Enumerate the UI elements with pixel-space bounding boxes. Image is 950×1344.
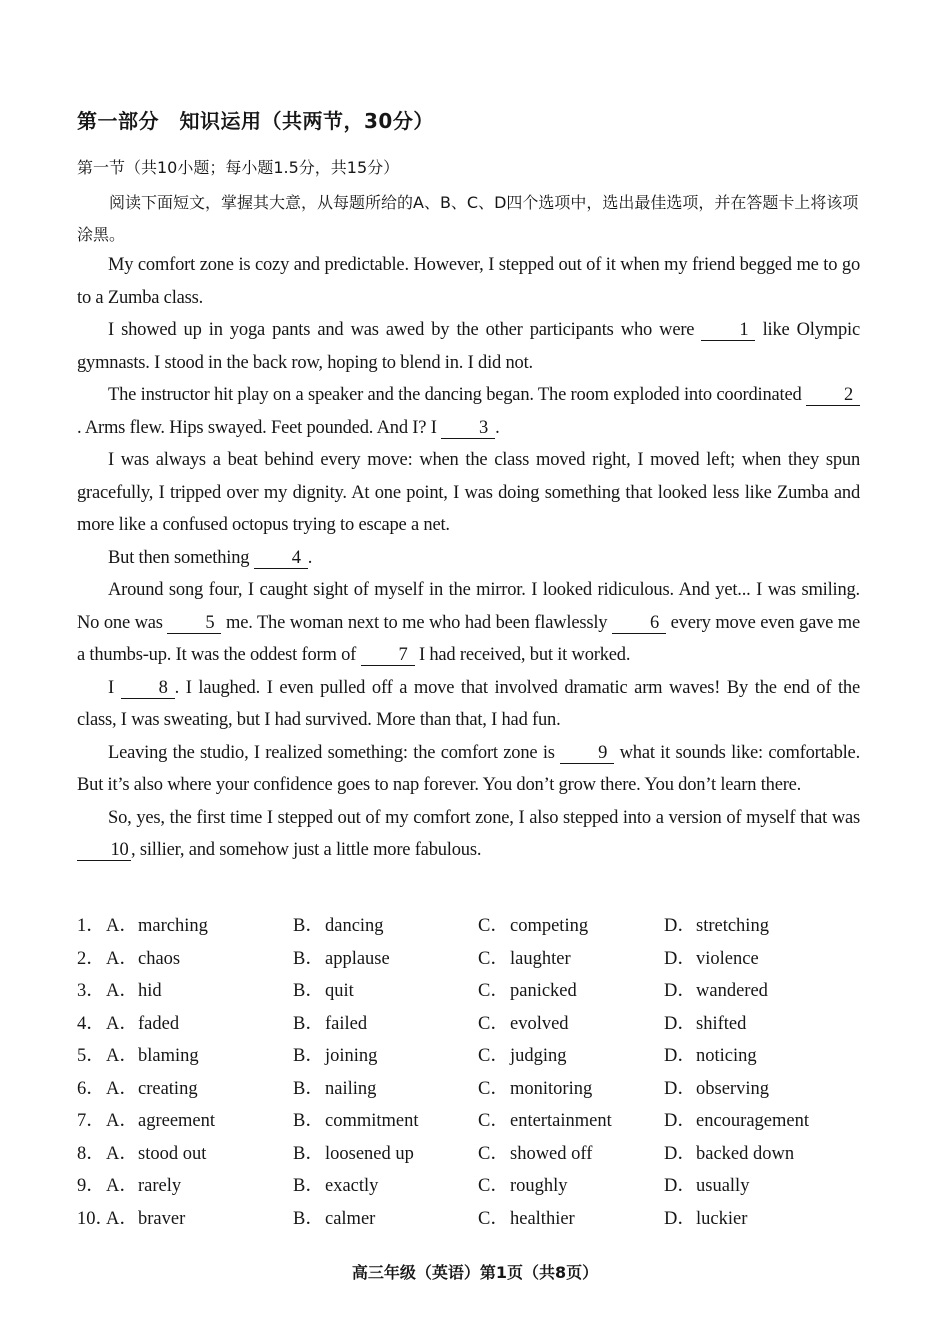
- option-letter: B．: [293, 1176, 324, 1196]
- option-text: shifted: [696, 1013, 747, 1034]
- option-d: [664, 1105, 809, 1138]
- paragraph-text: The instructor hit play on a speaker and the dancing began. The room exploded into coordinated: [108, 385, 806, 405]
- paragraph-9: [77, 802, 860, 867]
- option-d: [664, 1138, 794, 1171]
- option-letter: D．: [664, 1176, 696, 1196]
- question-row: [77, 1138, 877, 1171]
- option-c: [478, 1138, 592, 1171]
- question-number: 5．: [77, 1046, 105, 1066]
- blank-10: 10: [77, 840, 131, 861]
- option-d: [664, 1203, 747, 1236]
- blank-9: 9: [560, 743, 614, 764]
- option-letter: D．: [664, 916, 696, 936]
- option-letter: A．: [106, 1208, 138, 1229]
- option-c: [478, 1073, 592, 1106]
- option-text: encouragement: [696, 1111, 809, 1131]
- option-text: calmer: [325, 1208, 376, 1229]
- option-c: [478, 1040, 567, 1073]
- option-letter: D．: [664, 981, 696, 1001]
- option-text: observing: [696, 1078, 769, 1099]
- paragraph-text: I was always a beat behind every move: when the class moved right, I moved left; when they spun gracefully, I tripped over my dignity. At one point, I was doing something that looked less like Zumba and more like a confused octopus trying to escape a net.: [77, 450, 860, 535]
- blank-1: 1: [701, 320, 755, 341]
- paragraph-text: Leaving the studio, I realized something: the comfort zone is: [108, 742, 561, 763]
- option-text: hid: [138, 981, 162, 1001]
- option-c: [478, 943, 571, 976]
- option-letter: C．: [478, 948, 509, 969]
- option-a: [106, 975, 162, 1008]
- option-b: [293, 1008, 367, 1041]
- option-d: [664, 975, 768, 1008]
- option-letter: C．: [478, 1208, 509, 1229]
- paragraph-text: My comfort zone is cozy and predictable. However, I stepped out of it when my friend begged me to go to a Zumba class.: [77, 255, 860, 308]
- paragraph-text: Around song four, I caught sight of myself in the mirror. I looked ridiculous. And yet... I was smiling. No one was: [77, 580, 860, 633]
- option-c: [478, 1170, 568, 1203]
- option-b: [293, 910, 384, 943]
- option-letter: C．: [478, 1143, 509, 1164]
- option-b: [293, 975, 354, 1008]
- option-letter: A．: [106, 1013, 138, 1034]
- option-text: exactly: [325, 1176, 379, 1196]
- paragraph-text: But then something: [108, 547, 254, 568]
- paragraph-text: , sillier, and somehow just a little more fabulous.: [131, 840, 482, 860]
- option-b: [293, 1138, 414, 1171]
- option-b: [293, 1203, 375, 1236]
- option-text: usually: [696, 1176, 750, 1196]
- option-letter: B．: [293, 948, 324, 969]
- option-letter: D．: [664, 1111, 696, 1131]
- option-text: faded: [138, 1013, 180, 1034]
- option-text: nailing: [325, 1078, 377, 1099]
- subsection-heading: 第一节（共10小题；每小题1.5分，共15分）: [77, 158, 400, 177]
- question-number: 3．: [77, 981, 105, 1001]
- option-letter: A．: [106, 1143, 138, 1164]
- question-number: 1．: [77, 916, 105, 936]
- paragraph-text: what it sounds like: comfortable. But it’s also where your confidence goes to nap forever. You don’t grow there. You don’t learn there.: [77, 742, 860, 795]
- option-text: backed down: [696, 1143, 795, 1164]
- option-text: blaming: [138, 1046, 199, 1066]
- paragraph-text: .: [495, 417, 500, 438]
- option-d: [664, 943, 759, 976]
- paragraph-1: [77, 249, 860, 314]
- option-text: evolved: [510, 1013, 569, 1034]
- blank-3: 3: [441, 418, 495, 439]
- option-c: [478, 975, 577, 1008]
- option-text: chaos: [138, 948, 181, 969]
- option-letter: A．: [106, 1111, 138, 1131]
- option-text: violence: [696, 948, 759, 969]
- option-text: wandered: [696, 981, 768, 1001]
- paragraph-text: like Olympic gymnasts. I stood in the back row, hoping to blend in. I did not.: [77, 320, 860, 373]
- question-number: 10．: [77, 1208, 115, 1229]
- option-letter: C．: [478, 916, 509, 936]
- option-b: [293, 1040, 377, 1073]
- option-a: [106, 1203, 185, 1236]
- option-b: [293, 1170, 378, 1203]
- option-letter: A．: [106, 916, 138, 936]
- option-a: [106, 1040, 199, 1073]
- option-text: monitoring: [510, 1078, 593, 1099]
- blank-8: 8: [121, 678, 175, 699]
- cloze-passage: [77, 249, 860, 867]
- question-row: [77, 1170, 877, 1203]
- option-letter: D．: [664, 1208, 696, 1229]
- paragraph-2: [77, 314, 860, 379]
- option-d: [664, 1008, 746, 1041]
- option-text: roughly: [510, 1176, 568, 1196]
- paragraph-text: . I laughed. I even pulled off a move that involved dramatic arm waves! By the end of the class, I was sweating, but I had survived. More than that, I had fun.: [77, 677, 860, 730]
- paragraph-text: I had received, but it worked.: [414, 645, 631, 665]
- option-b: [293, 943, 390, 976]
- option-text: competing: [510, 916, 589, 936]
- option-text: commitment: [325, 1111, 419, 1131]
- option-letter: C．: [478, 981, 509, 1001]
- question-number: 7．: [77, 1111, 105, 1131]
- option-letter: A．: [106, 981, 138, 1001]
- option-letter: B．: [293, 1078, 324, 1099]
- option-text: quit: [325, 981, 354, 1001]
- option-d: [664, 1073, 769, 1106]
- paragraph-text: .: [307, 547, 313, 568]
- option-letter: B．: [293, 981, 324, 1001]
- paragraph-text: every move even gave me a thumbs-up. It was the oddest form of: [77, 612, 860, 665]
- option-letter: A．: [106, 1176, 138, 1196]
- blank-7: 7: [361, 645, 415, 666]
- paragraph-6: [77, 574, 860, 672]
- blank-5: 5: [167, 613, 221, 634]
- option-a: [106, 910, 208, 943]
- blank-6: 6: [612, 613, 666, 634]
- option-c: [478, 1203, 575, 1236]
- paragraph-4: [77, 444, 860, 542]
- option-letter: B．: [293, 1111, 324, 1131]
- option-text: healthier: [510, 1208, 575, 1229]
- option-text: failed: [325, 1013, 368, 1034]
- question-row: [77, 1008, 877, 1041]
- option-c: [478, 1008, 569, 1041]
- option-letter: A．: [106, 1046, 138, 1066]
- question-row: [77, 910, 877, 943]
- option-text: joining: [325, 1046, 378, 1066]
- option-b: [293, 1073, 376, 1106]
- question-number: 2．: [77, 948, 105, 969]
- option-text: noticing: [696, 1046, 757, 1066]
- option-letter: D．: [664, 1013, 696, 1034]
- option-a: [106, 1170, 181, 1203]
- page-footer: 高三年级（英语）第1页（共8页）: [351, 1263, 599, 1282]
- option-d: [664, 910, 769, 943]
- question-number: 6．: [77, 1078, 105, 1099]
- question-row: [77, 943, 877, 976]
- section-title: 第一部分 知识运用（共两节，30分）: [77, 109, 434, 133]
- option-text: showed off: [510, 1143, 593, 1164]
- option-letter: A．: [106, 948, 138, 969]
- option-d: [664, 1170, 749, 1203]
- paragraph-text: me. The woman next to me who had been flawlessly: [221, 612, 612, 633]
- paragraph-text: . Arms flew. Hips swayed. Feet pounded. And I? I: [77, 417, 442, 438]
- blank-2: 2: [806, 385, 860, 406]
- option-letter: B．: [293, 1143, 324, 1164]
- option-text: rarely: [138, 1176, 182, 1196]
- option-text: dancing: [325, 916, 384, 936]
- option-letter: C．: [478, 1046, 509, 1066]
- question-row: [77, 1203, 877, 1236]
- paragraph-text: I showed up in yoga pants and was awed by the other participants who were: [108, 320, 702, 340]
- option-text: stretching: [696, 916, 769, 936]
- option-letter: B．: [293, 916, 324, 936]
- paragraph-text: I: [108, 677, 121, 698]
- option-text: laughter: [510, 948, 571, 969]
- option-letter: D．: [664, 1046, 696, 1066]
- option-text: applause: [325, 948, 390, 969]
- paragraph-7: [77, 672, 860, 737]
- option-letter: C．: [478, 1078, 509, 1099]
- option-c: [478, 1105, 612, 1138]
- option-a: [106, 1073, 198, 1106]
- option-b: [293, 1105, 419, 1138]
- option-text: luckier: [696, 1208, 748, 1229]
- option-letter: D．: [664, 1143, 696, 1164]
- answer-options: [77, 910, 877, 1235]
- option-text: agreement: [138, 1111, 216, 1131]
- option-letter: D．: [664, 1078, 696, 1099]
- option-text: panicked: [510, 981, 577, 1001]
- option-letter: C．: [478, 1111, 509, 1131]
- option-text: entertainment: [510, 1111, 612, 1131]
- paragraph-5: [77, 542, 860, 575]
- question-row: [77, 975, 877, 1008]
- option-text: braver: [138, 1208, 186, 1229]
- question-number: 9．: [77, 1176, 105, 1196]
- option-letter: A．: [106, 1078, 138, 1099]
- option-a: [106, 943, 180, 976]
- option-c: [478, 910, 588, 943]
- option-letter: B．: [293, 1013, 324, 1034]
- paragraph-3: [77, 379, 860, 444]
- option-letter: B．: [293, 1208, 324, 1229]
- instructions: 阅读下面短文，掌握其大意，从每题所给的A、B、C、D四个选项中，选出最佳选项，并在答题卡上将该项涂黑。: [77, 193, 859, 244]
- option-letter: D．: [664, 948, 696, 969]
- question-row: [77, 1040, 877, 1073]
- question-number: 8．: [77, 1143, 105, 1164]
- paragraph-8: [77, 737, 860, 802]
- option-letter: C．: [478, 1176, 509, 1196]
- paragraph-text: So, yes, the first time I stepped out of my comfort zone, I also stepped into a version of myself that was: [108, 807, 860, 828]
- question-row: [77, 1105, 877, 1138]
- option-text: creating: [138, 1078, 198, 1099]
- option-d: [664, 1040, 757, 1073]
- option-a: [106, 1008, 179, 1041]
- option-text: judging: [510, 1046, 567, 1066]
- option-text: marching: [138, 916, 208, 936]
- question-row: [77, 1073, 877, 1106]
- option-letter: B．: [293, 1046, 324, 1066]
- blank-4: 4: [254, 548, 308, 569]
- option-text: stood out: [138, 1143, 207, 1164]
- option-letter: C．: [478, 1013, 509, 1034]
- option-a: [106, 1138, 206, 1171]
- option-a: [106, 1105, 215, 1138]
- question-number: 4．: [77, 1013, 105, 1034]
- option-text: loosened up: [325, 1143, 414, 1164]
